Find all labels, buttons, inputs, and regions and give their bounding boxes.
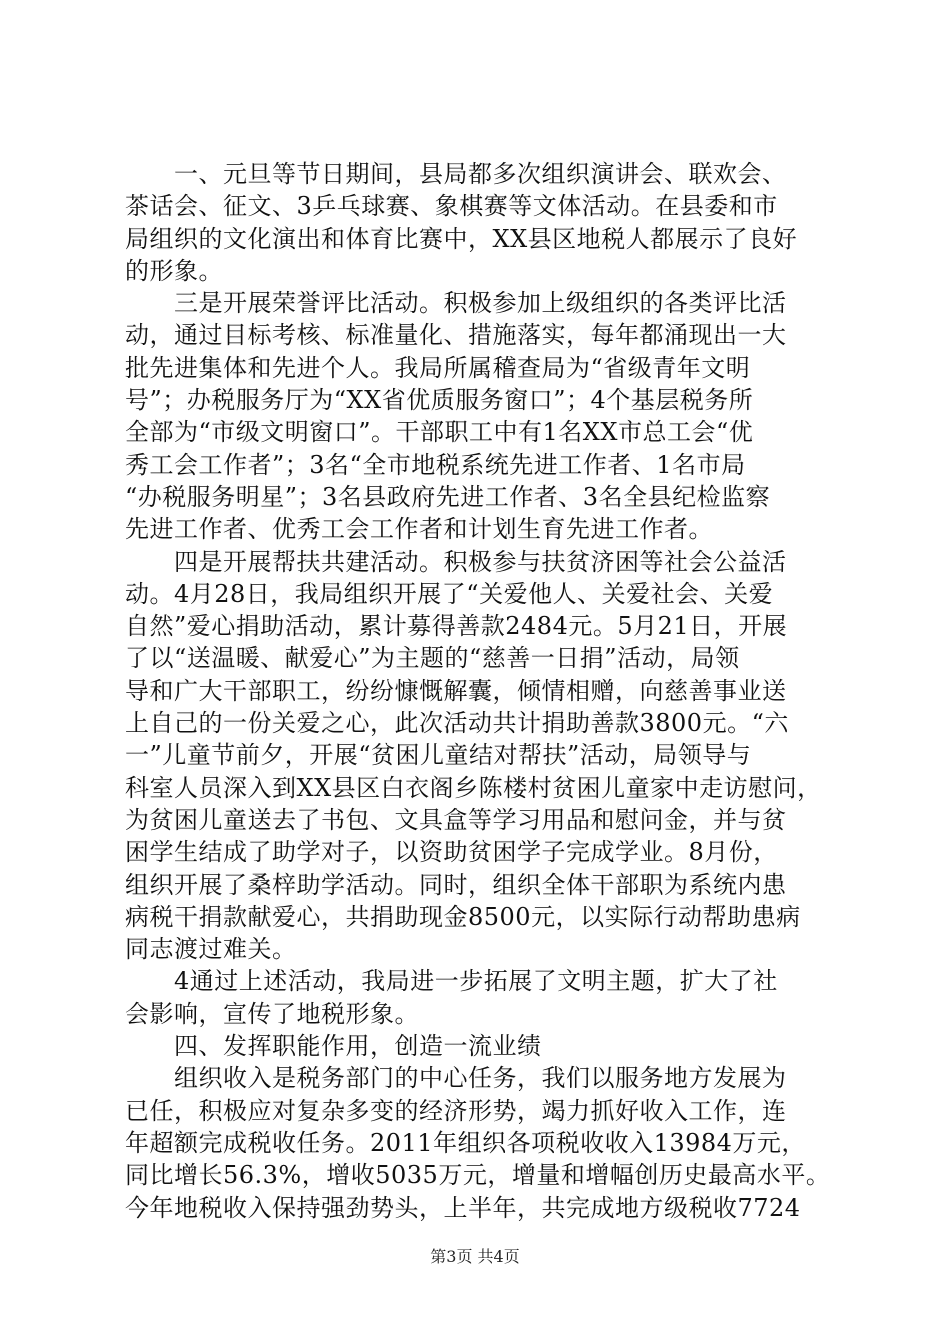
text-line: 茶话会、征文、3乒乓球赛、象棋赛等文体活动。在县委和市 bbox=[125, 192, 778, 221]
text-line: 同志渡过难关。 bbox=[125, 935, 297, 964]
document-body bbox=[125, 158, 841, 1224]
text-line: 自然”爱心捐助活动，累计募得善款2484元。5月21日，开展 bbox=[125, 612, 788, 641]
text-line: 组织开展了桑梓助学活动。同时，组织全体干部职为系统内患 bbox=[125, 870, 787, 899]
text-line: 年超额完成税收任务。2011年组织各项税收收入13984万元， bbox=[125, 1128, 806, 1157]
text-line: 批先进集体和先进个人。我局所属稽查局为“省级青年文明 bbox=[125, 353, 751, 382]
text-line: 了以“送温暖、献爱心”为主题的“慈善一日捐”活动，局领 bbox=[125, 644, 740, 673]
text-line: 四是开展帮扶共建活动。积极参与扶贫济困等社会公益活 bbox=[125, 547, 787, 576]
text-line: 导和广大干部职工，纷纷慷慨解囊，倾情相赠，向慈善事业送 bbox=[125, 676, 787, 705]
text-line: 的形象。 bbox=[125, 256, 223, 285]
text-line: 动，通过目标考核、标准量化、措施落实，每年都涌现出一大 bbox=[125, 321, 787, 350]
page-footer: 第3页 共4页 bbox=[430, 1247, 520, 1266]
text-line: 三是开展荣誉评比活动。积极参加上级组织的各类评比活 bbox=[125, 289, 787, 318]
text-line: 秀工会工作者”；3名“全市地税系统先进工作者、1名市局 bbox=[125, 450, 746, 479]
text-line: 同比增长56.3%，增收5035万元，增量和增幅创历史最高水平。 bbox=[125, 1161, 831, 1190]
text-line: 4通过上述活动，我局进一步拓展了文明主题，扩大了社 bbox=[125, 967, 778, 996]
text-line: 困学生结成了助学对子，以资助贫困学子完成学业。8月份， bbox=[125, 838, 778, 867]
text-line: 病税干捐款献爱心，共捐助现金8500元，以实际行动帮助患病 bbox=[125, 902, 801, 931]
text-line: 局组织的文化演出和体育比赛中，XX县区地税人都展示了良好 bbox=[125, 224, 798, 253]
text-line: 今年地税收入保持强劲势头，上半年，共完成地方级税收7724 bbox=[125, 1193, 801, 1222]
text-line: 已任，积极应对复杂多变的经济形势，竭力抓好收入工作，连 bbox=[125, 1096, 787, 1125]
text-line: 四、发挥职能作用，创造一流业绩 bbox=[125, 1032, 542, 1061]
text-line: 会影响，宣传了地税形象。 bbox=[125, 999, 419, 1028]
text-line: 科室人员深入到XX县区白衣阁乡陈楼村贫困儿童家中走访慰问， bbox=[125, 773, 822, 802]
text-line: 一、元旦等节日期间，县局都多次组织演讲会、联欢会、 bbox=[125, 160, 787, 188]
text-line: 组织收入是税务部门的中心任务，我们以服务地方发展为 bbox=[125, 1064, 787, 1093]
text-line: 一”儿童节前夕，开展“贫困儿童结对帮扶”活动，局领导与 bbox=[125, 741, 752, 770]
text-line: 号”；办税服务厅为“XX省优质服务窗口”；4个基层税务所 bbox=[125, 386, 754, 415]
text-line: “办税服务明星”；3名县政府先进工作者、3名全县纪检监察 bbox=[125, 482, 771, 511]
text-line: 动。4月28日，我局组织开展了“关爱他人、关爱社会、关爱 bbox=[125, 579, 774, 608]
text-line: 为贫困儿童送去了书包、文具盒等学习用品和慰问金，并与贫 bbox=[125, 805, 787, 834]
text-line: 上自己的一份关爱之心，此次活动共计捐助善款3800元。“六 bbox=[125, 709, 789, 738]
text-line: 全部为“市级文明窗口”。干部职工中有1名XX市总工会“优 bbox=[125, 418, 754, 447]
text-line: 先进工作者、优秀工会工作者和计划生育先进工作者。 bbox=[125, 515, 713, 544]
